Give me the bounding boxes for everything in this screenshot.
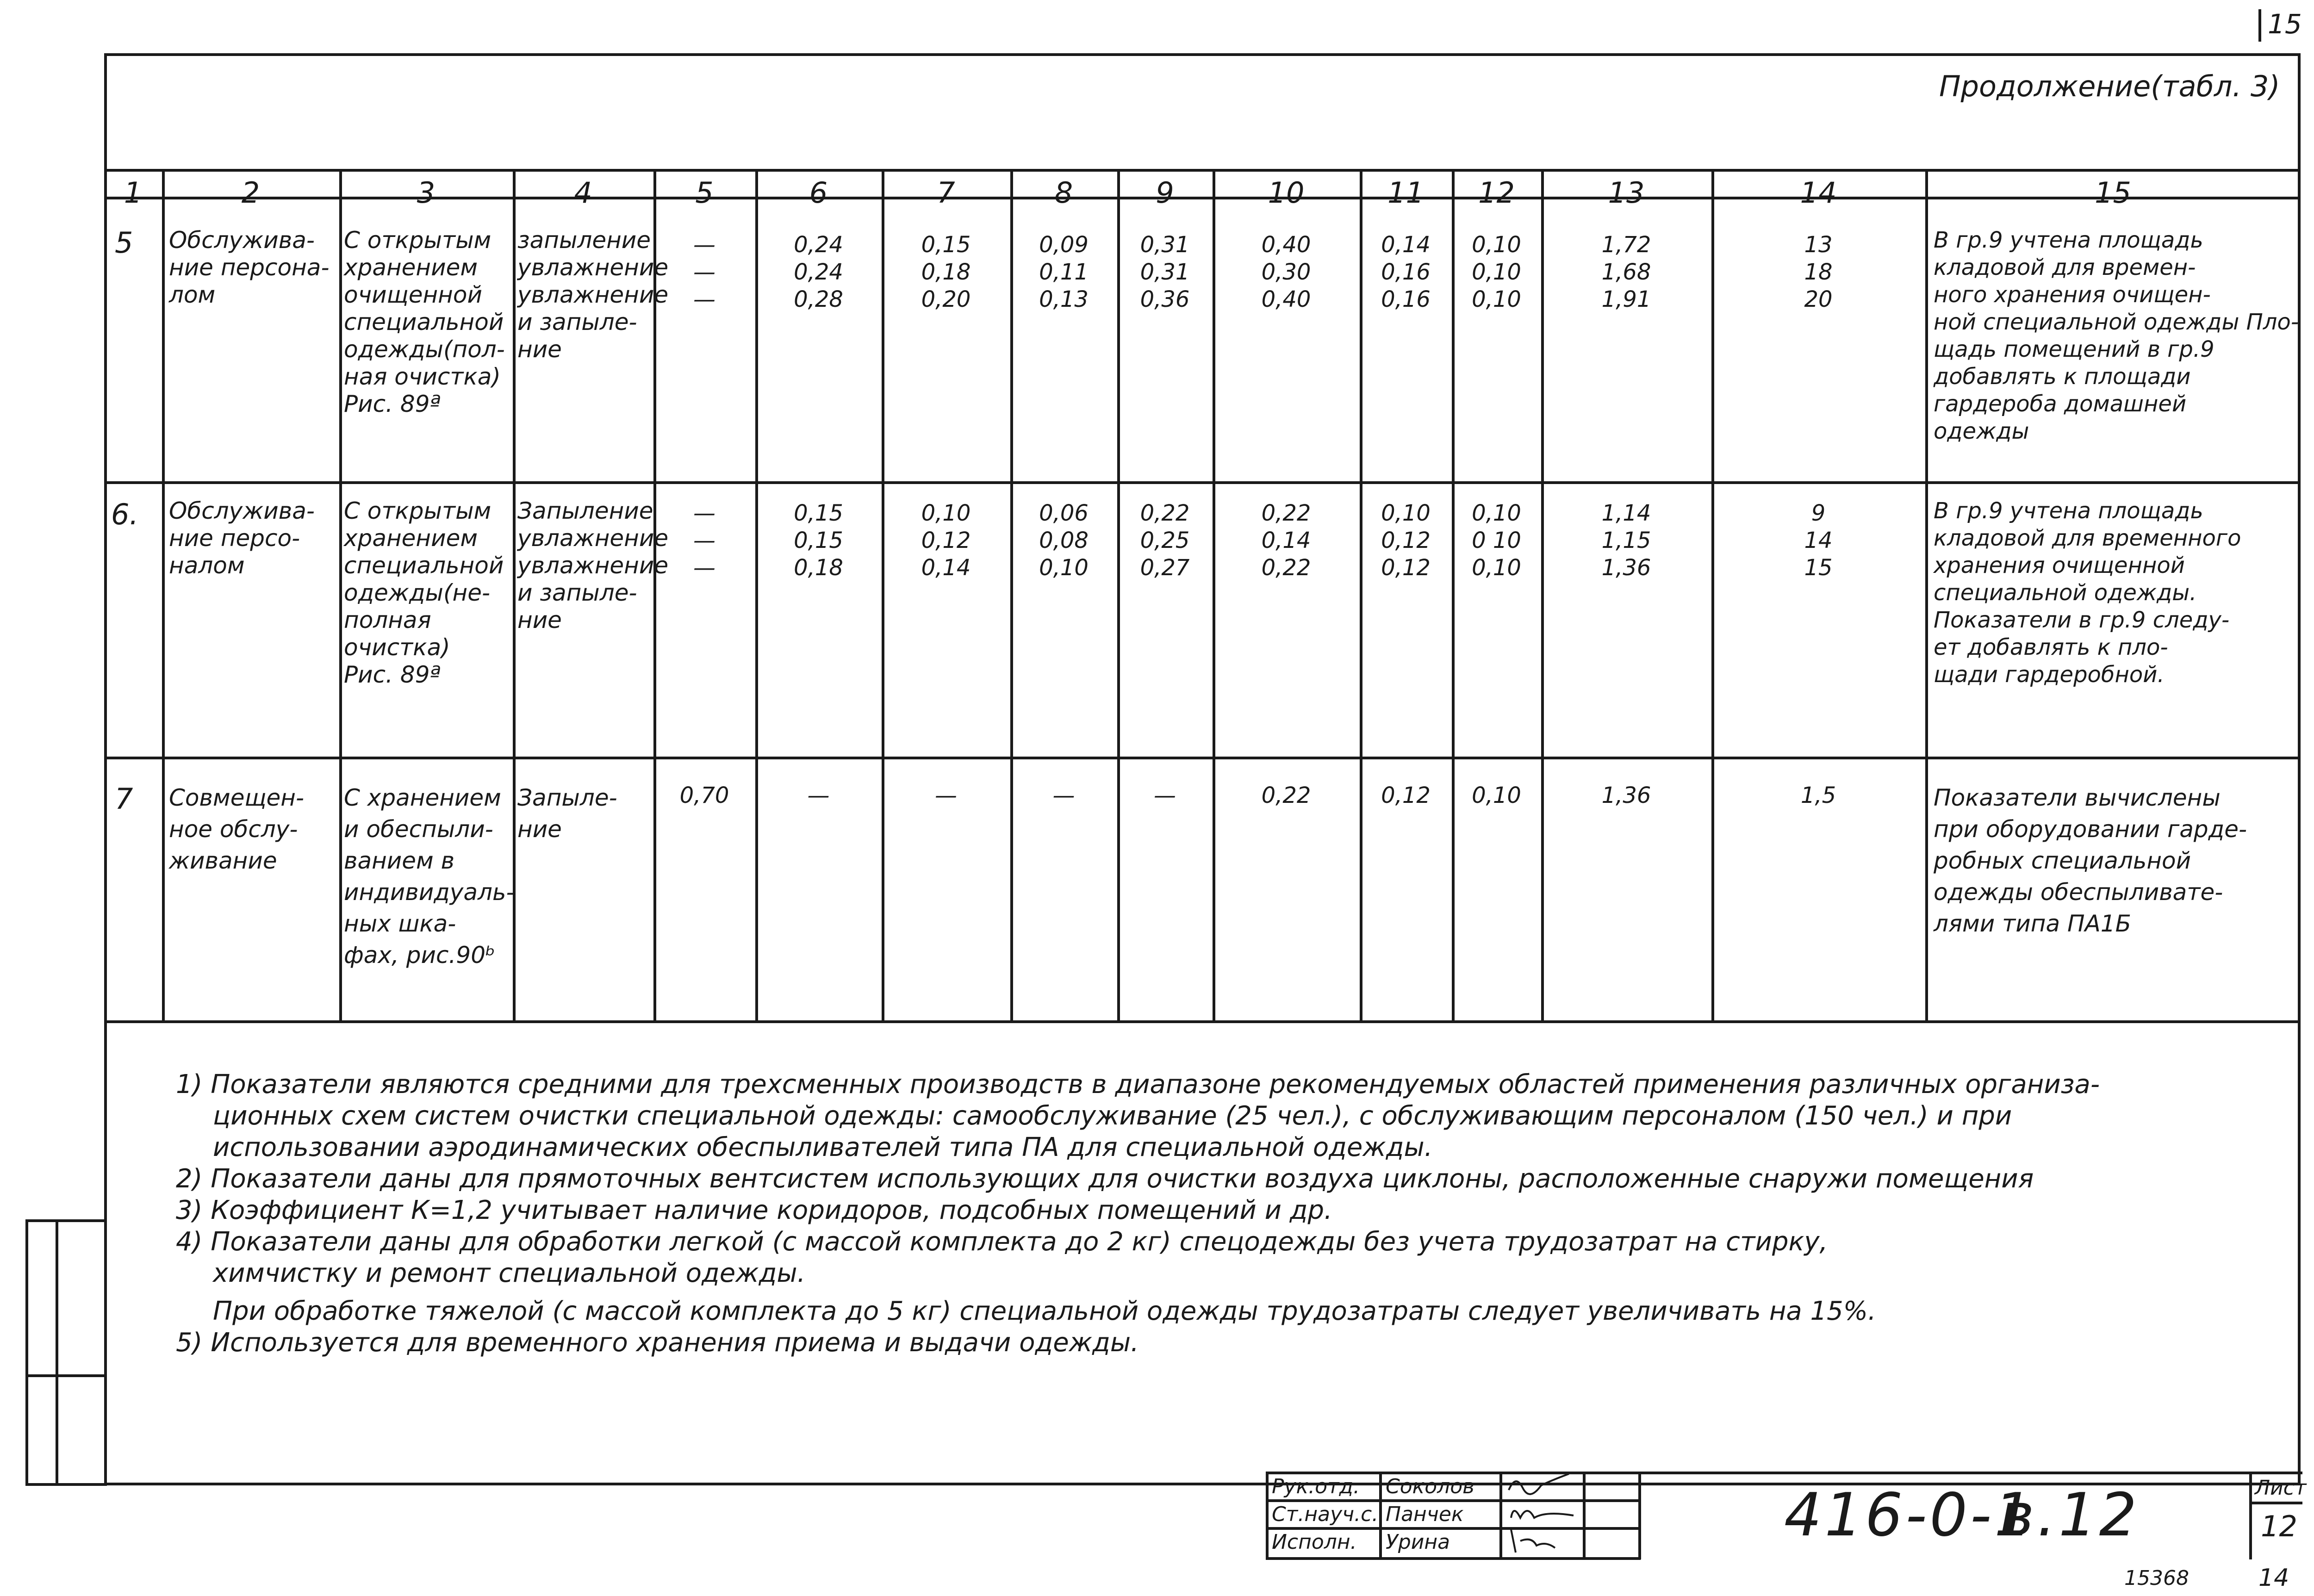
column-number: 3 xyxy=(417,176,435,210)
role-label: Ст.науч.с. xyxy=(1272,1503,1379,1526)
storage-method-cell: С открытым хранением очищенной специальной одежды(пол- ная очистка) Рис. 89ª xyxy=(344,227,505,417)
column-number: 9 xyxy=(1156,176,1174,210)
footnote-line: ционных схем систем очистки специальной одежды: самообслуживание (25 чел.), с обслуживающим персоналом (150 чел.) и при xyxy=(213,1101,2012,1131)
value-cell: 0,31 0,31 0,36 xyxy=(1140,232,1190,312)
footer-number: 14 xyxy=(2258,1564,2289,1592)
binding-rule xyxy=(25,1219,107,1222)
column-number: 14 xyxy=(1800,176,1837,210)
sheet-number: 12 xyxy=(2261,1509,2297,1543)
corner-mark: 15 xyxy=(2268,8,2302,40)
column-number: 10 xyxy=(1268,176,1305,210)
value-cell: 1,36 xyxy=(1601,782,1651,808)
value-cell: 0,09 0,11 0,13 xyxy=(1039,232,1089,312)
value-cell: 0,10 0 10 0,10 xyxy=(1472,500,1521,581)
title-block-rule xyxy=(1266,1472,2302,1474)
column-number: 1 xyxy=(124,176,143,210)
title-block-rule xyxy=(1266,1557,1641,1560)
column-number: 6 xyxy=(809,176,828,210)
value-cell: 0,10 0,12 0,12 xyxy=(1381,500,1431,581)
row-6-bottom-rule xyxy=(104,757,2301,759)
remarks-cell: В гр.9 учтена площадь кладовой для временного хранения очищенной специальной одежды. Показатели в гр.9 следу- ет добавлять к пло- щади гардеробной. xyxy=(1934,498,2241,688)
column-number: 2 xyxy=(241,176,260,210)
footer-code: 15368 xyxy=(2124,1566,2189,1590)
value-cell: 0,22 0,14 0,22 xyxy=(1261,500,1311,581)
value-cell: — — — xyxy=(693,500,715,581)
binding-rule xyxy=(25,1374,107,1377)
binding-rule xyxy=(25,1483,107,1486)
value-cell: — xyxy=(1154,782,1176,808)
storage-method-cell: С открытым хранением специальной одежды(не- полная очистка) Рис. 89ª xyxy=(344,497,504,688)
contamination-cell: Запыление увлажнение увлажнение и запыле- ние xyxy=(517,497,669,633)
service-type-cell: Обслужива- ние персона- лом xyxy=(169,227,330,308)
person-name: Панчек xyxy=(1386,1503,1464,1526)
row-number: 6. xyxy=(111,497,139,531)
signatures xyxy=(1504,1472,1583,1559)
contamination-cell: запыление увлажнение увлажнение и запыле- ние xyxy=(517,227,669,363)
remarks-cell: В гр.9 учтена площадь кладовой для времен- ного хранения очищен- ной специальной одежды Пло- щадь помещений в гр.9 добавлять к площади гардероба домашней одежды xyxy=(1934,227,2299,444)
value-cell: — xyxy=(935,782,957,808)
value-cell: — — — xyxy=(693,232,715,312)
footnote-line: 5) Используется для временного хранения приема и выдачи одежды. xyxy=(176,1328,1139,1358)
value-cell: 1,5 xyxy=(1800,782,1836,808)
title-block-rule xyxy=(1379,1472,1382,1559)
title-block-rule xyxy=(1266,1472,1269,1559)
footnote-line: химчистку и ремонт специальной одежды. xyxy=(213,1258,806,1288)
value-cell: 0,10 0,10 0,10 xyxy=(1472,232,1521,312)
column-number: 15 xyxy=(2095,176,2131,210)
col-divider xyxy=(162,169,165,1023)
remarks-cell: Показатели вычислены при оборудовании гарде- робных специальной одежды обеспыливате- лями типа ПА1Б xyxy=(1934,784,2247,937)
table-top-rule xyxy=(104,169,2301,172)
sheet-label: Лист xyxy=(2255,1476,2307,1500)
role-label: Исполн. xyxy=(1272,1530,1357,1554)
continuation-label: Продолжение(табл. 3) xyxy=(1939,69,2280,103)
column-number: 13 xyxy=(1608,176,1645,210)
contamination-cell: Запыле- ние xyxy=(517,784,617,843)
title-block-rule xyxy=(1638,1472,1641,1559)
value-cell: 0,22 0,25 0,27 xyxy=(1140,500,1190,581)
title-block-rule xyxy=(1583,1472,1586,1559)
row-number: 5 xyxy=(115,226,133,260)
value-cell: 9 14 15 xyxy=(1804,500,1833,581)
document-code: 416-0-1 xyxy=(1784,1481,2035,1550)
value-cell: 13 18 20 xyxy=(1804,232,1833,312)
column-number: 5 xyxy=(695,176,714,210)
title-block-rule xyxy=(1266,1527,1641,1530)
value-cell: 0,06 0,08 0,10 xyxy=(1039,500,1089,581)
service-type-cell: Обслужива- ние персо- налом xyxy=(169,497,315,579)
binding-rule xyxy=(25,1219,28,1486)
signature-mark xyxy=(1509,1474,1569,1494)
corner-tick xyxy=(2258,9,2261,42)
value-cell: 0,10 0,12 0,14 xyxy=(921,500,971,581)
value-cell: 0,14 0,16 0,16 xyxy=(1381,232,1431,312)
value-cell: 0,10 xyxy=(1472,782,1521,808)
column-number: 11 xyxy=(1387,176,1424,210)
role-label: Рук.отд. xyxy=(1272,1475,1360,1498)
footnote-line: 1) Показатели являются средними для трехсменных производств в диапазоне рекомендуемых областей применения различных организа- xyxy=(176,1069,2100,1099)
storage-method-cell: С хранением и обеспыли- ванием в индивидуаль- ных шка- фах, рис.90ᵇ xyxy=(344,784,515,969)
value-cell: 1,72 1,68 1,91 xyxy=(1601,232,1651,312)
title-block-rule xyxy=(2249,1472,2252,1559)
footnote-line: При обработке тяжелой (с массой комплекта до 5 кг) специальной одежды трудозатраты следует увеличивать на 15%. xyxy=(213,1296,1876,1326)
value-cell: 0,40 0,30 0,40 xyxy=(1261,232,1311,312)
column-number: 8 xyxy=(1054,176,1073,210)
table-bottom-rule xyxy=(104,1020,2301,1023)
column-number: 7 xyxy=(937,176,955,210)
value-cell: — xyxy=(1052,782,1075,808)
person-name: Соколов xyxy=(1386,1475,1475,1498)
binding-rule xyxy=(56,1219,58,1486)
footnote-line: использовании аэродинамических обеспыливателей типа ПА для специальной одежды. xyxy=(213,1132,1433,1162)
col-divider xyxy=(1925,169,1928,1023)
col-divider xyxy=(339,169,342,1023)
value-cell: 1,14 1,15 1,36 xyxy=(1601,500,1651,581)
footnote-line: 4) Показатели даны для обработки легкой (с массой комплекта до 2 кг) спецодежды без учета трудозатрат на стирку, xyxy=(176,1227,1828,1257)
signature-mark xyxy=(1511,1511,1574,1518)
value-cell: 0,15 0,18 0,20 xyxy=(921,232,971,312)
service-type-cell: Совмещен- ное обслу- живание xyxy=(169,784,305,874)
row-number: 7 xyxy=(115,782,133,816)
value-cell: — xyxy=(807,782,830,808)
title-block-rule xyxy=(1266,1499,1641,1502)
value-cell: 0,70 xyxy=(679,782,729,808)
value-cell: 0,24 0,24 0,28 xyxy=(794,232,843,312)
title-block-rule xyxy=(2249,1502,2302,1504)
value-cell: 0,12 xyxy=(1381,782,1431,808)
person-name: Урина xyxy=(1386,1530,1450,1554)
row-5-bottom-rule xyxy=(104,481,2301,484)
value-cell: 0,22 xyxy=(1261,782,1311,808)
signature-mark xyxy=(1511,1529,1555,1553)
value-cell: 0,15 0,15 0,18 xyxy=(794,500,843,581)
column-number: 4 xyxy=(574,176,592,210)
footnote-line: 2) Показатели даны для прямоточных вентсистем использующих для очистки воздуха циклоны, расположенные снаружи помещения xyxy=(176,1164,2034,1194)
footnote-line: 3) Коэффициент К=1,2 учитывает наличие коридоров, подсобных помещений и др. xyxy=(176,1195,1332,1225)
title-block-rule xyxy=(1499,1472,1502,1559)
document-section: в.12 xyxy=(1999,1481,2140,1550)
column-number: 12 xyxy=(1478,176,1515,210)
footnotes xyxy=(176,1069,2305,1359)
